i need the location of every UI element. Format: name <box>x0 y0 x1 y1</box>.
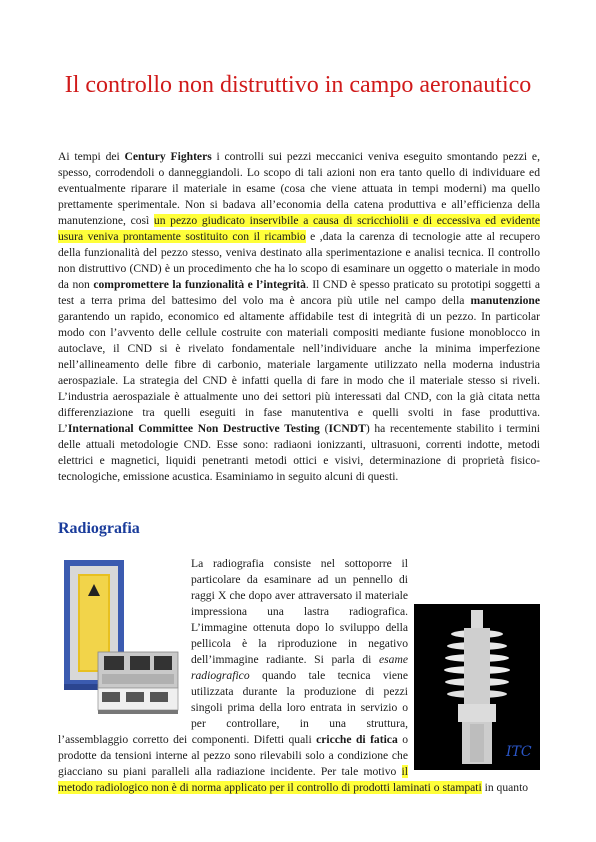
highlight-ricambio: un pezzo giudicato inservibile a causa di scricchiolii e di eccessiva ed evidente usura veniva prontamente sostituito con il ricambio <box>58 214 540 243</box>
page-title: Il controllo non distruttivo in campo aeronautico <box>64 72 532 98</box>
section-heading-radiografia: Radiografia <box>58 520 140 537</box>
icndt-acronym: ICNDT <box>328 422 366 435</box>
xray-radiograph-image <box>414 604 540 770</box>
highlight-laminati: il metodo radiologico non è di norma applicato per il controllo di prodotti laminati o stampati <box>58 765 482 794</box>
radiografia-paragraph: ITC La radiografia consiste nel sottoporre il particolare da esaminare ad un pennello di raggi X che dopo aver attraversato il materiale impressiona una lastra radiografica. L’immagine ottenuta dopo lo sviluppo della pellicola è la riproduzione in negativo dell’immagine radiante. Si parla di esame radiografico quando tale tecnica viene utilizzata durante la produzione di pezzi singoli prima della loro entrata in servizio o per controllare, in una struttura, l’assemblaggio corretto dei componenti. Difetti quali cricche di fatica o prodotte da tensioni interne al pezzo sono rilevabili solo a condizione che giacciano su piani paralleli alla radiazione incidente. Per tale motivo il metodo radiologico non è di norma applicato per il controllo di prodotti laminati o stampati in quanto <box>58 556 540 796</box>
century-fighters-term: Century Fighters <box>124 150 212 163</box>
integrity-term: compromettere la funzionalità e l’integrità <box>93 278 306 291</box>
intro-paragraph: Ai tempi dei Century Fighters i controlli sui pezzi meccanici veniva eseguito smontando pezzi e, spesso, corrodendoli o danneggiandoli. Lo scopo di tali azioni non era tanto quello di individuare ed eventualmente riparare il materiale in esame (cosa che viene attuata in tempi moderni) ma quello prettamente sperimentale. Non si badava all’economia della catena produttiva e all’efficienza della manutenzione, così un pezzo giudicato inservibile a causa di scricchiolii e di eccessiva ed evidente usura veniva prontamente sostituito con il ricambio e ,data la carenza di tecnologie atte al recupero della funzionalità del pezzo stesso, veniva destinato alla sperimentazione e analisi tecnica. Il controllo non distruttivo (CND) è un procedimento che ha lo scopo di esaminare un oggetto o materiale in modo da non compromettere la funzionalità e l’integrità. Il CND è spesso praticato su prototipi soggetti a test a terra prima del battesimo del volo ma è ancora più utile nel campo della manutenzione garantendo un rapido, economico ed altamente affidabile test di integrità di un pezzo. In particolar modo con l’avvento delle cellule costruite con materiali compositi mediante fusione monoblocco in autoclave, il CND si è rivelato fondamentale nell’individuare anche la minima imperfezione nell’allineamento delle fibre di carbonio, materiale largamente utilizzato nella moderna industria aerospaziale. La strategia del CND è infatti quella di fare in modo che il materiale stesso si riveli. L’industria aerospaziale è attualmente uno dei settori più interessati dal CND, con la già citata netta differenziazione tra quelli eseguiti in fase manutentiva e quelli svolti in fase produttiva. L’International Committee Non Destructive Testing (ICNDT) ha recentemente stabilito i termini delle attuali metodologie CND. Esse sono: radiaoni ionizzanti, ultrasuoni, correnti indotte, metodi elettrici e magnetici, liquidi penetranti metodi ottici e visivi, determinazione di proprietà fisico-tecnologiche, emissione acustica. Esaminiamo in seguito alcuni di questi. <box>58 150 541 483</box>
cricche-term: cricche di fatica <box>316 733 398 746</box>
esame-radiografico-term: esame radiografico <box>191 653 408 682</box>
xray-machine-image <box>58 556 185 718</box>
itc-logo: ITC <box>506 744 532 760</box>
maintenance-term: manutenzione <box>470 294 540 307</box>
icndt-name: International Committee Non Destructive Testing <box>67 422 320 435</box>
